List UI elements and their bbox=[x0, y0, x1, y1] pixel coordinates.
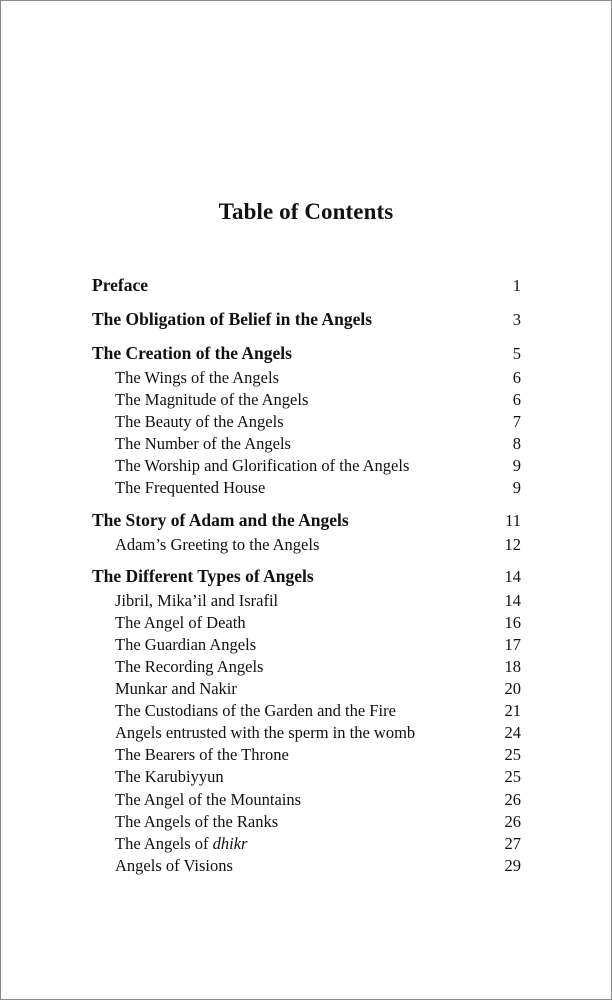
toc-chapter-row bbox=[92, 340, 521, 367]
page-number: 21 bbox=[504, 701, 521, 721]
page-number: 12 bbox=[504, 534, 521, 554]
toc-subsection-row bbox=[92, 455, 521, 477]
toc-section bbox=[92, 272, 521, 299]
page-number: 5 bbox=[512, 344, 521, 363]
page-number: 20 bbox=[504, 679, 521, 699]
page-number: 16 bbox=[504, 612, 521, 632]
subsection-title bbox=[115, 833, 247, 855]
chapter-title: The Story of Adam and the Angels bbox=[92, 509, 349, 530]
subsection-title: The Angels of the Ranks bbox=[115, 811, 279, 831]
page-title: Table of Contents bbox=[218, 199, 394, 224]
table-of-contents bbox=[92, 272, 521, 884]
subsection-title: The Angel of the Mountains bbox=[115, 789, 302, 809]
subsection-title: Munkar and Nakir bbox=[115, 679, 237, 699]
toc-chapter-row bbox=[92, 272, 521, 299]
subsection-title: Angels entrusted with the sperm in the womb bbox=[115, 723, 416, 743]
chapter-title: The Obligation of Belief in the Angels bbox=[92, 309, 373, 329]
toc-subsection-row bbox=[92, 744, 521, 766]
toc-subsection-row bbox=[92, 700, 521, 722]
toc-subsection-row bbox=[92, 855, 521, 877]
toc-subsection-row bbox=[92, 678, 521, 700]
subsection-title-italic: dhikr bbox=[212, 833, 248, 853]
subsection-title: The Recording Angels bbox=[115, 656, 264, 676]
page-number: 17 bbox=[504, 634, 521, 654]
toc-subsection-row bbox=[92, 433, 521, 455]
toc-subsection-row bbox=[92, 833, 521, 855]
toc-subsection-row bbox=[92, 389, 521, 411]
subsection-title-text: The Angels of bbox=[115, 833, 213, 853]
subsection-title: Angels of Visions bbox=[115, 855, 233, 875]
toc-section bbox=[92, 306, 521, 333]
page-number: 7 bbox=[512, 412, 521, 432]
page-number: 6 bbox=[512, 390, 521, 410]
subsection-title: The Custodians of the Garden and the Fire bbox=[115, 701, 396, 721]
toc-subsection-row bbox=[92, 811, 521, 833]
subsection-title: The Bearers of the Throne bbox=[115, 745, 289, 765]
subsection-title: The Wings of the Angels bbox=[115, 368, 280, 387]
toc-subsection-row bbox=[92, 612, 521, 634]
toc-subsection-row bbox=[92, 722, 521, 744]
subsection-title: The Angel of Death bbox=[115, 612, 246, 632]
page-number: 25 bbox=[504, 745, 521, 765]
page-number: 3 bbox=[512, 310, 521, 329]
toc-chapter-row bbox=[92, 507, 521, 534]
page-number: 11 bbox=[505, 510, 521, 530]
page-number: 14 bbox=[504, 566, 521, 586]
toc-chapter-row bbox=[92, 306, 521, 333]
subsection-title: The Frequented House bbox=[115, 478, 266, 498]
toc-subsection-row bbox=[92, 789, 521, 811]
subsection-title: Jibril, Mika’il and Israfil bbox=[115, 590, 279, 610]
chapter-title: The Different Types of Angels bbox=[92, 565, 314, 586]
toc-chapter-row bbox=[92, 563, 521, 590]
toc-subsection-row bbox=[92, 367, 521, 389]
subsection-title: Adam’s Greeting to the Angels bbox=[115, 534, 320, 554]
page-number: 9 bbox=[512, 456, 521, 476]
toc-subsection-row bbox=[92, 411, 521, 433]
subsection-title: The Beauty of the Angels bbox=[115, 412, 284, 432]
chapter-title: The Creation of the Angels bbox=[92, 343, 292, 363]
subsection-title: The Number of the Angels bbox=[115, 434, 291, 454]
page-number: 26 bbox=[504, 811, 521, 831]
subsection-title: The Guardian Angels bbox=[115, 634, 257, 654]
page-number: 24 bbox=[504, 723, 521, 743]
subsection-title: The Worship and Glorification of the Angels bbox=[115, 456, 410, 476]
toc-subsection-row bbox=[92, 656, 521, 678]
page-number: 18 bbox=[504, 656, 521, 676]
toc-section bbox=[92, 340, 521, 500]
page-number: 29 bbox=[504, 855, 521, 875]
page-number: 9 bbox=[512, 478, 521, 498]
page-number: 6 bbox=[512, 368, 521, 387]
page-number: 14 bbox=[504, 590, 521, 610]
toc-subsection-row bbox=[92, 534, 521, 556]
toc-section bbox=[92, 563, 521, 877]
page-number: 26 bbox=[504, 789, 521, 809]
chapter-title: Preface bbox=[92, 275, 149, 295]
toc-subsection-row bbox=[92, 590, 521, 612]
page-number: 25 bbox=[504, 767, 521, 787]
toc-subsection-row bbox=[92, 766, 521, 788]
page-number: 1 bbox=[512, 276, 521, 295]
toc-subsection-row bbox=[92, 634, 521, 656]
subsection-title: The Magnitude of the Angels bbox=[115, 390, 309, 410]
page-number: 8 bbox=[512, 434, 521, 454]
page-number: 27 bbox=[504, 833, 521, 853]
toc-section bbox=[92, 507, 521, 556]
toc-subsection-row bbox=[92, 477, 521, 499]
subsection-title: The Karubiyyun bbox=[115, 767, 224, 787]
